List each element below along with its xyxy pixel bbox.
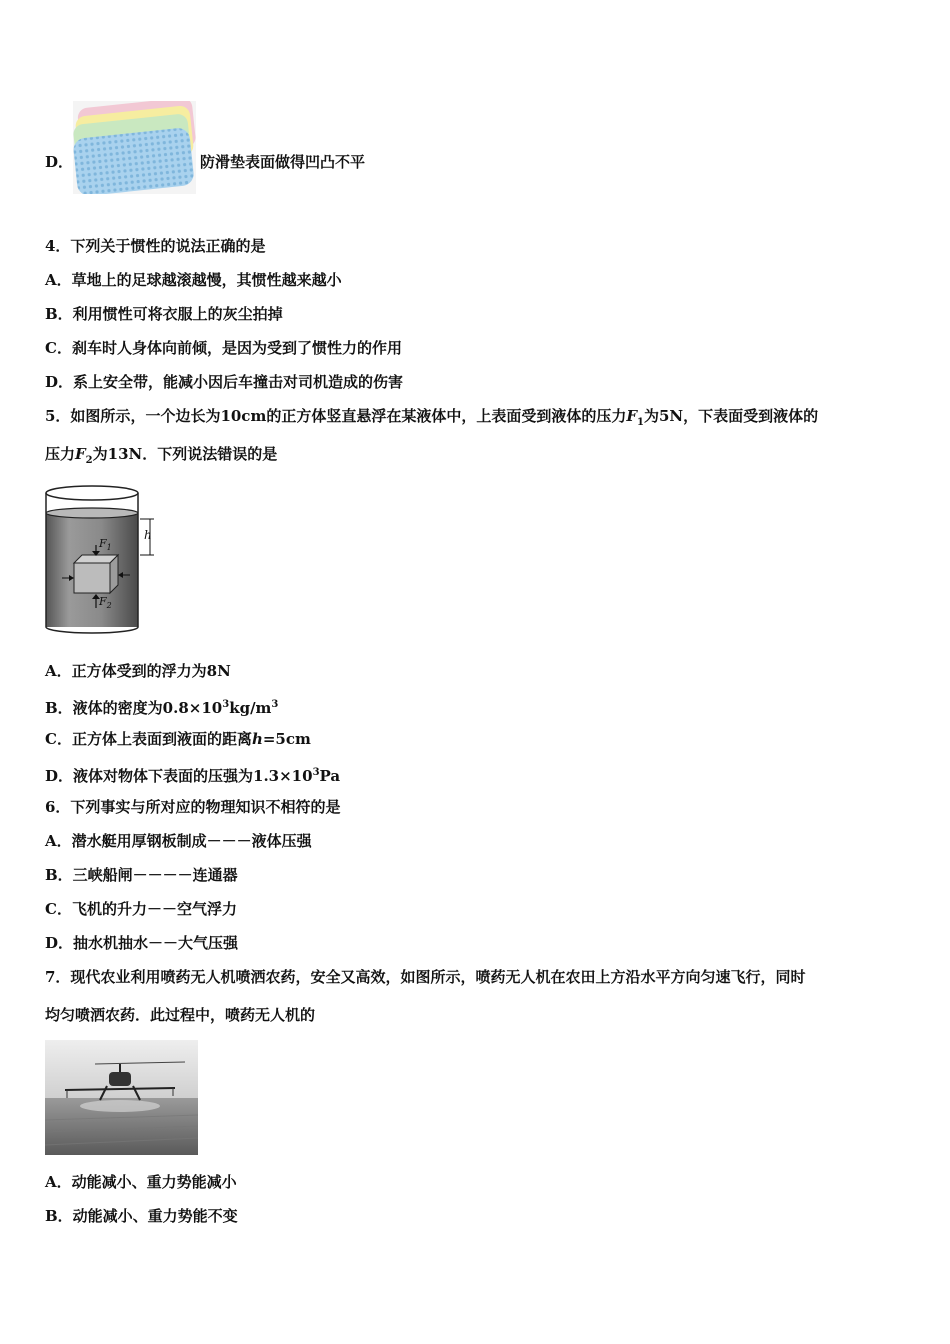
q5-option-a: A．正方体受到的浮力为8N — [45, 662, 231, 680]
q6-option-b: B．三峡船闸－－－－连通器 — [45, 866, 238, 884]
q5-stem-line2: 压力$F_2$为13N．下列说法错误的是 — [45, 445, 278, 466]
figure-label-h: h — [144, 528, 152, 542]
q6-stem: 6．下列事实与所对应的物理知识不相符的是 — [45, 798, 341, 816]
q5-option-b: B．液体的密度为$0.8\times 10^3kg/m^3$ — [45, 699, 279, 717]
q4-option-d: D．系上安全带，能减小因后车撞击对司机造成的伤害 — [45, 373, 404, 391]
drone-spraying-photo — [45, 1040, 198, 1155]
q7-option-a: A．动能减小、重力势能减小 — [45, 1173, 237, 1191]
q5-stem-line1: 5．如图所示，一个边长为10cm的正方体竖直悬浮在某液体中，上表面受到液体的压力$F_1$为5N，下表面受到液体的 — [45, 407, 819, 428]
q7-stem-line1: 7．现代农业利用喷药无人机喷洒农药，安全又高效，如图所示，喷药无人机在农田上方沿水平方向匀速飞行，同时 — [45, 968, 806, 986]
q3-option-d-letter: D． — [45, 153, 74, 171]
q7-stem-line2: 均匀喷洒农药．此过程中，喷药无人机的 — [45, 1006, 316, 1024]
q6-option-c: C．飞机的升力－－空气浮力 — [45, 900, 237, 918]
q5-option-c: C．正方体上表面到液面的距离h=5cm — [45, 730, 311, 748]
q7-option-b: B．动能减小、重力势能不变 — [45, 1207, 238, 1225]
q4-option-b: B．利用惯性可将衣服上的灰尘拍掉 — [45, 305, 283, 323]
anti-slip-mat-image — [73, 101, 196, 194]
q4-stem: 4．下列关于惯性的说法正确的是 — [45, 237, 266, 255]
figure-label-f2: $F_2$ — [99, 595, 112, 611]
q6-option-d: D．抽水机抽水－－大气压强 — [45, 934, 239, 952]
q5-option-d: D．液体对物体下表面的压强为$1.3\times 10^3Pa$ — [45, 767, 341, 785]
q4-option-a: A．草地上的足球越滚越慢，其惯性越来越小 — [45, 271, 342, 289]
figure-label-f1: $F_1$ — [99, 537, 112, 553]
cube-in-liquid-figure — [44, 483, 164, 636]
q6-option-a: A．潜水艇用厚钢板制成－－－液体压强 — [45, 832, 312, 850]
q4-option-c: C．刹车时人身体向前倾，是因为受到了惯性力的作用 — [45, 339, 402, 357]
q3-option-d-text: 防滑垫表面做得凹凸不平 — [200, 153, 366, 171]
